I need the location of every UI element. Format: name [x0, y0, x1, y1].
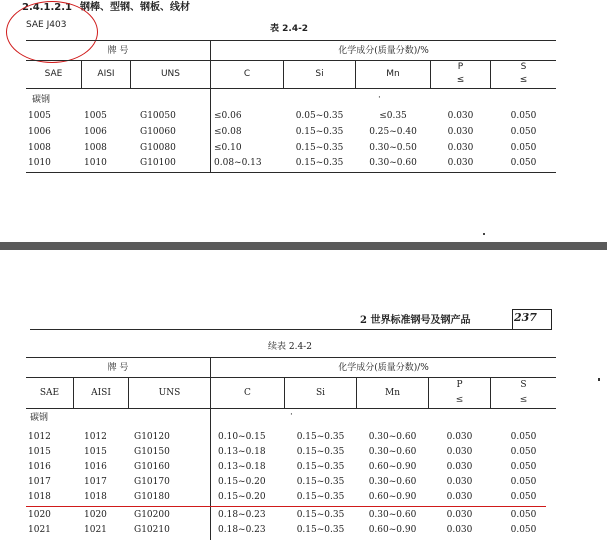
cell-uns: G10100	[140, 158, 176, 168]
cell-aisi: 1010	[84, 158, 107, 168]
cell-aisi: 1021	[84, 525, 107, 535]
table-mid-rule	[26, 60, 556, 61]
cell-sae: 1008	[28, 143, 51, 153]
cell-aisi: 1006	[84, 127, 107, 137]
cell-uns: G10200	[134, 510, 170, 520]
table-title: 表 2.4-2	[270, 24, 309, 34]
col-c: C	[244, 388, 251, 398]
cell-mn: 0.30~0.60	[369, 158, 417, 168]
cell-uns: G10150	[134, 447, 170, 457]
col-s-le: ≤	[519, 395, 528, 405]
cell-p: 0.030	[447, 143, 474, 153]
chem-header: 化学成分(质量分数)/%	[338, 363, 429, 373]
cell-si: 0.15~0.35	[295, 143, 344, 153]
cell-p: 0.030	[446, 492, 473, 502]
col-mn: Mn	[386, 69, 400, 79]
cell-sae: 1005	[28, 111, 51, 121]
table-header-rule	[26, 88, 556, 89]
table-top-rule	[26, 357, 556, 358]
cell-aisi: 1005	[84, 111, 107, 121]
group-label: 碳钢	[32, 95, 51, 105]
cell-si: 0.15~0.35	[296, 432, 345, 442]
cell-mn: 0.30~0.50	[369, 143, 417, 153]
cell-sae: 1010	[28, 158, 51, 168]
standard-label: SAE J403	[26, 20, 67, 30]
cell-s: 0.050	[510, 127, 537, 137]
scan-speck	[483, 233, 485, 235]
col-divider	[210, 40, 211, 172]
cell-c: 0.08~0.13	[214, 158, 262, 168]
section-number: 2.4.1.2.1	[22, 2, 72, 13]
col-c: C	[243, 69, 251, 79]
cell-c: 0.13~0.18	[218, 447, 266, 457]
cell-si: 0.15~0.35	[296, 447, 345, 457]
cell-aisi: 1008	[84, 143, 107, 153]
cell-s: 0.050	[510, 432, 537, 442]
brand-header: 牌 号	[107, 46, 129, 56]
col-s: S	[520, 62, 527, 72]
col-aisi: AISI	[97, 69, 115, 79]
col-sae: SAE	[39, 388, 60, 398]
cell-c: 0.15~0.20	[218, 477, 266, 487]
chem-header: 化学成分(质量分数)/%	[338, 46, 429, 56]
cell-s: 0.050	[510, 477, 537, 487]
cell-uns: G10120	[134, 432, 170, 442]
cell-aisi: 1016	[84, 462, 107, 472]
cell-aisi: 1020	[84, 510, 107, 520]
cell-mn: 0.60~0.90	[368, 525, 417, 535]
cell-s: 0.050	[510, 525, 537, 535]
cell-p: 0.030	[446, 477, 473, 487]
cell-si: 0.15~0.35	[296, 492, 345, 502]
cell-p: 0.030	[446, 447, 473, 457]
stray-dot: ·	[378, 93, 381, 103]
col-p: P	[456, 380, 463, 390]
cell-s: 0.050	[510, 143, 537, 153]
cell-s: 0.050	[510, 462, 537, 472]
cell-aisi: 1017	[84, 477, 107, 487]
col-p: P	[457, 62, 464, 72]
cell-p: 0.030	[447, 127, 474, 137]
cell-c: 0.13~0.18	[218, 462, 266, 472]
cell-p: 0.030	[447, 111, 474, 121]
cell-uns: G10050	[140, 111, 176, 121]
cell-p: 0.030	[446, 510, 473, 520]
cell-s: 0.050	[510, 158, 537, 168]
cell-p: 0.030	[446, 462, 473, 472]
col-mn: Mn	[384, 388, 400, 398]
cell-aisi: 1015	[84, 447, 107, 457]
cell-si: 0.05~0.35	[295, 111, 344, 121]
top-page	[0, 0, 607, 242]
cell-si: 0.15~0.35	[296, 477, 345, 487]
cell-uns: G10170	[134, 477, 170, 487]
col-si: Si	[315, 69, 324, 79]
table-header-rule	[26, 408, 556, 409]
cell-s: 0.050	[510, 447, 537, 457]
cell-mn: 0.60~0.90	[368, 492, 417, 502]
cell-p: 0.030	[446, 432, 473, 442]
cell-c: ≤0.10	[214, 143, 242, 153]
col-s-le: ≤	[519, 75, 528, 85]
col-divider	[210, 357, 211, 540]
cell-sae: 1012	[28, 432, 51, 442]
cell-c: 0.10~0.15	[218, 432, 266, 442]
cell-uns: G10160	[134, 462, 170, 472]
cell-c: 0.18~0.23	[218, 525, 266, 535]
table-top-rule	[26, 40, 556, 41]
cell-sae: 1018	[28, 492, 51, 502]
cell-p: 0.030	[446, 525, 473, 535]
section-title: 钢棒、型钢、钢板、线材	[80, 2, 190, 13]
cell-p: 0.030	[447, 158, 474, 168]
cell-mn: 0.25~0.40	[369, 127, 417, 137]
cell-c: ≤0.06	[214, 111, 242, 121]
cell-aisi: 1018	[84, 492, 107, 502]
col-p-le: ≤	[455, 395, 464, 405]
group-label: 碳钢	[30, 413, 49, 423]
cell-si: 0.15~0.35	[295, 158, 344, 168]
col-s: S	[520, 380, 527, 390]
cell-sae: 1015	[28, 447, 51, 457]
cell-s: 0.050	[510, 510, 537, 520]
cell-mn: 0.30~0.60	[368, 432, 417, 442]
cell-si: 0.15~0.35	[296, 510, 345, 520]
table-bottom-rule	[26, 172, 556, 173]
cell-si: 0.15~0.35	[295, 127, 344, 137]
page-number: 237	[514, 311, 537, 324]
cell-si: 0.15~0.35	[296, 525, 345, 535]
cell-s: 0.050	[510, 111, 537, 121]
bottom-page	[0, 250, 607, 540]
cell-mn: 0.60~0.90	[368, 462, 417, 472]
cell-mn: 0.30~0.60	[368, 477, 417, 487]
table-mid-rule	[26, 377, 556, 378]
chapter-header: 2 世界标准钢号及钢产品	[360, 315, 471, 326]
cell-aisi: 1012	[84, 432, 107, 442]
col-aisi: AISI	[91, 388, 111, 398]
cell-sae: 1021	[28, 525, 51, 535]
red-annotation-line	[26, 506, 546, 507]
cell-sae: 1006	[28, 127, 51, 137]
stray-dot: ·	[290, 410, 293, 420]
cell-s: 0.050	[510, 492, 537, 502]
cell-mn: 0.30~0.60	[368, 510, 417, 520]
brand-header: 牌 号	[107, 363, 129, 373]
cell-c: ≤0.08	[214, 127, 242, 137]
cell-sae: 1020	[28, 510, 51, 520]
page-divider	[0, 242, 607, 250]
header-rule	[30, 329, 550, 330]
cell-uns: G10080	[140, 143, 176, 153]
col-uns: UNS	[158, 388, 181, 398]
cell-sae: 1017	[28, 477, 51, 487]
cell-si: 0.15~0.35	[296, 462, 345, 472]
col-uns: UNS	[160, 69, 181, 79]
scan-speck	[598, 378, 600, 381]
cell-mn: 0.30~0.60	[368, 447, 417, 457]
col-p-le: ≤	[456, 75, 465, 85]
col-si: Si	[315, 388, 326, 398]
table-title: 续表 2.4-2	[268, 342, 312, 352]
cell-c: 0.18~0.23	[218, 510, 266, 520]
cell-c: 0.15~0.20	[218, 492, 266, 502]
cell-uns: G10180	[134, 492, 170, 502]
col-sae: SAE	[44, 69, 63, 79]
cell-mn: ≤0.35	[379, 111, 407, 121]
cell-sae: 1016	[28, 462, 51, 472]
cell-uns: G10060	[140, 127, 176, 137]
cell-uns: G10210	[134, 525, 170, 535]
